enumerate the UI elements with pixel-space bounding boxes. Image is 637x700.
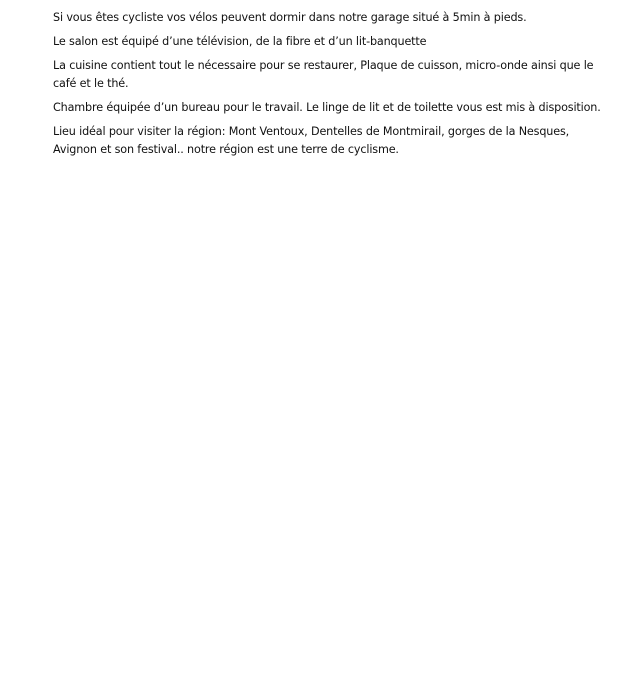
paragraph-cuisine: La cuisine contient tout le nécessaire pour se restaurer, Plaque de cuisson, micro-onde ainsi que le café et le thé.: [53, 59, 594, 90]
paragraph-garage: Si vous êtes cycliste vos vélos peuvent dormir dans notre garage situé à 5min à pieds.: [53, 11, 527, 24]
paragraph-lieu: Lieu idéal pour visiter la région: Mont Ventoux, Dentelles de Montmirail, gorges de la Nesques, Avignon et son festival.. notre région est une terre de cyclisme.: [53, 125, 570, 156]
paragraph-salon: Le salon est équipé d’une télévision, de la fibre et d’un lit-banquette: [53, 35, 427, 48]
document-body: [53, 9, 601, 165]
paragraph-chambre: Chambre équipée d’un bureau pour le travail. Le linge de lit et de toilette vous est mis à disposition.: [53, 101, 601, 114]
